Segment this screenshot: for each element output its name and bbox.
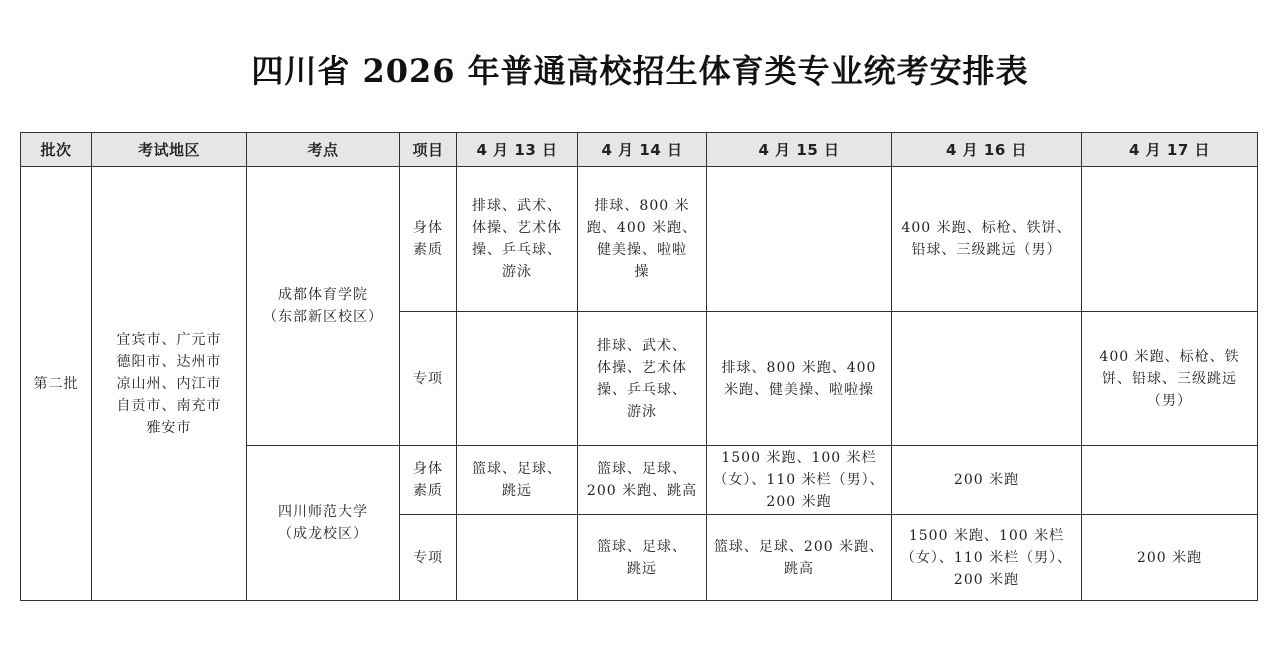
schedule-cell: 篮球、足球、 200 米跑、跳高	[578, 446, 707, 515]
schedule-cell: 排球、800 米 跑、400 米跑、 健美操、啦啦 操	[578, 167, 707, 312]
header-region: 考试地区	[92, 133, 247, 167]
schedule-cell: 篮球、足球、 跳远	[457, 446, 578, 515]
region-cell: 宜宾市、广元市 德阳市、达州市 凉山州、内江市 自贡市、南充市 雅安市	[92, 167, 247, 601]
header-day-16: 4 月 16 日	[892, 133, 1082, 167]
schedule-cell	[457, 312, 578, 446]
schedule-cell: 200 米跑	[892, 446, 1082, 515]
item-cell: 身体 素质	[400, 167, 457, 312]
header-day-15: 4 月 15 日	[707, 133, 892, 167]
schedule-cell	[707, 167, 892, 312]
schedule-cell: 1500 米跑、100 米栏 （女）、110 米栏（男）、 200 米跑	[707, 446, 892, 515]
header-day-14: 4 月 14 日	[578, 133, 707, 167]
schedule-cell: 1500 米跑、100 米栏 （女）、110 米栏（男）、 200 米跑	[892, 515, 1082, 601]
header-item: 项目	[400, 133, 457, 167]
schedule-cell: 400 米跑、标枪、铁饼、 铅球、三级跳远（男）	[892, 167, 1082, 312]
schedule-cell	[892, 312, 1082, 446]
header-day-13: 4 月 13 日	[457, 133, 578, 167]
header-batch: 批次	[21, 133, 92, 167]
schedule-cell: 400 米跑、标枪、铁 饼、铅球、三级跳远 （男）	[1082, 312, 1258, 446]
item-cell: 身体 素质	[400, 446, 457, 515]
header-row	[21, 133, 1258, 167]
venue-cell: 成都体育学院 （东部新区校区）	[247, 167, 400, 446]
header-day-17: 4 月 17 日	[1082, 133, 1258, 167]
page-title: 四川省 2026 年普通高校招生体育类专业统考安排表	[251, 52, 1029, 90]
item-cell: 专项	[400, 515, 457, 601]
schedule-cell	[1082, 446, 1258, 515]
item-cell: 专项	[400, 312, 457, 446]
table-row	[21, 167, 1258, 312]
schedule-cell: 篮球、足球、200 米跑、 跳高	[707, 515, 892, 601]
batch-cell: 第二批	[21, 167, 92, 601]
schedule-cell: 排球、武术、 体操、艺术体 操、乒乓球、 游泳	[578, 312, 707, 446]
schedule-cell: 排球、800 米跑、400 米跑、健美操、啦啦操	[707, 312, 892, 446]
schedule-cell	[457, 515, 578, 601]
schedule-table	[20, 132, 1258, 601]
venue-cell: 四川师范大学 （成龙校区）	[247, 446, 400, 601]
header-venue: 考点	[247, 133, 400, 167]
schedule-cell	[1082, 167, 1258, 312]
schedule-cell: 排球、武术、 体操、艺术体 操、乒乓球、 游泳	[457, 167, 578, 312]
schedule-cell: 篮球、足球、 跳远	[578, 515, 707, 601]
schedule-cell: 200 米跑	[1082, 515, 1258, 601]
